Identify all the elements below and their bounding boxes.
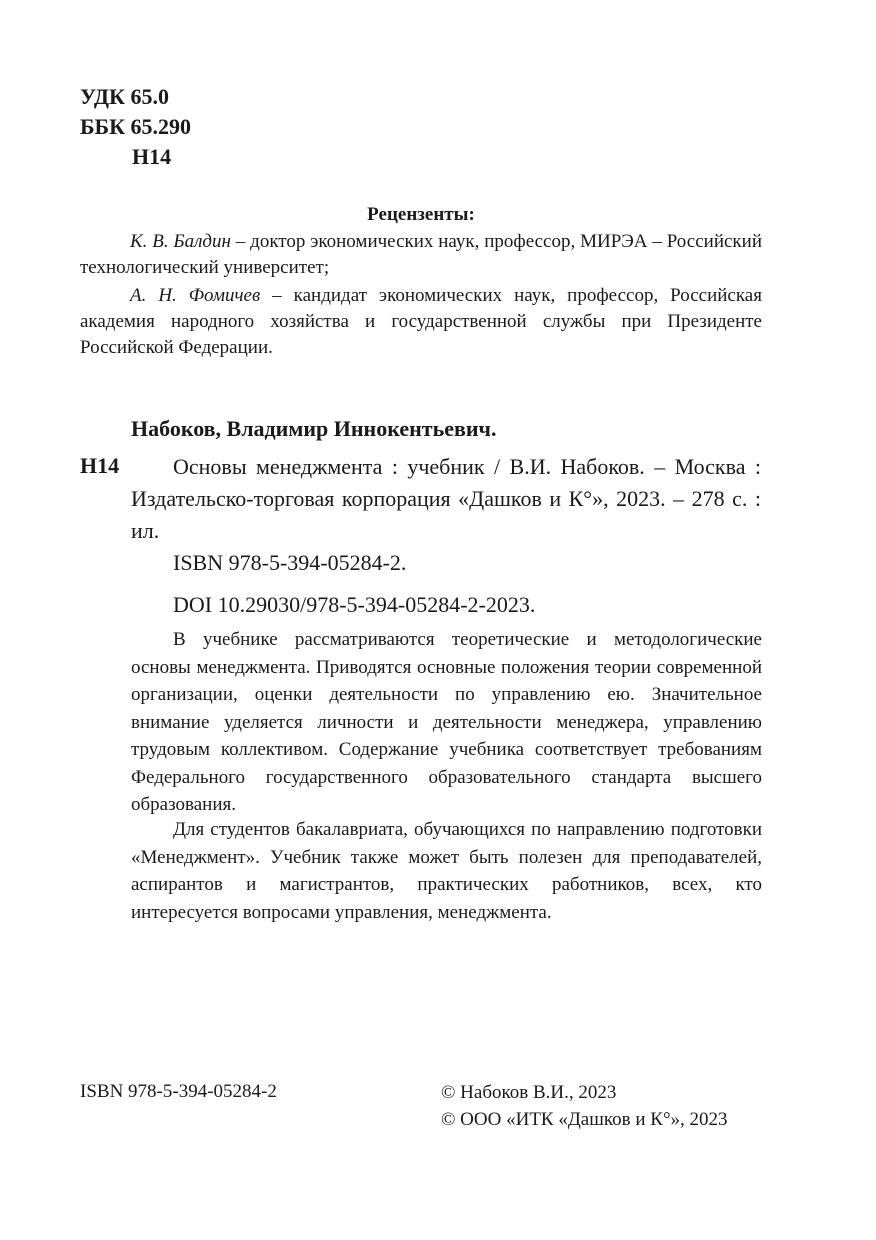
udk-code: УДК 65.0 <box>80 84 170 109</box>
copyright-author: © Набоков В.И., 2023 <box>441 1082 617 1103</box>
bibliographic-author-code: Н14 <box>80 453 120 478</box>
reviewer-2-details: – кандидат экономических наук, профессор, Российская академия народного хозяйства и государственной службы при Президенте Российской Федерации. <box>80 285 762 358</box>
bbk-code: ББК 65.290 <box>80 114 192 139</box>
reviewer-1-name: К. В. Балдин <box>130 231 231 252</box>
reviewer-1-details: – доктор экономических наук, профессор, МИРЭА – Российский технологический университет; <box>80 231 762 278</box>
classification-block <box>80 82 191 172</box>
reviewer-2-name: А. Н. Фомичев <box>130 285 261 306</box>
annotation-paragraph-2: Для студентов бакалавриата, обучающихся по направлению подготовки «Менеджмент». Учебник также может быть полезен для преподавателей, аспирантов и магистрантов, практических работников, всех, кто интересуется вопросами управления, менеджмента. <box>131 819 762 923</box>
copyright-block <box>441 1079 728 1133</box>
annotation-paragraph-1: В учебнике рассматриваются теоретические и методологические основы менеджмента. Приводятся основные положения теории современной организации, оценки деятельности по управлению ею. Значительное внимание уделяется личности и деятельности менеджера, управлению трудовым коллективом. Содержание учебника соответствует требованиям Федерального государственного образовательного стандарта высшего образования. <box>131 629 762 815</box>
book-author: Набоков, Владимир Иннокентьевич. <box>131 416 497 441</box>
reviewer-1 <box>80 229 762 281</box>
bibliographic-description: Основы менеджмента : учебник / В.И. Набоков. – Москва : Издательско-торговая корпорация «Дашков и К°», 2023. – 278 с. : ил. <box>131 454 761 543</box>
author-sign: Н14 <box>132 144 172 169</box>
footer-isbn: ISBN 978-5-394-05284-2 <box>80 1081 277 1102</box>
doi-line: DOI 10.29030/978-5-394-05284-2-2023. <box>173 592 536 617</box>
reviewer-2 <box>80 283 762 361</box>
reviewers-heading: Рецензенты: <box>367 204 475 225</box>
isbn-line: ISBN 978-5-394-05284-2. <box>173 550 407 575</box>
copyright-publisher: © ООО «ИТК «Дашков и К°», 2023 <box>441 1109 728 1130</box>
